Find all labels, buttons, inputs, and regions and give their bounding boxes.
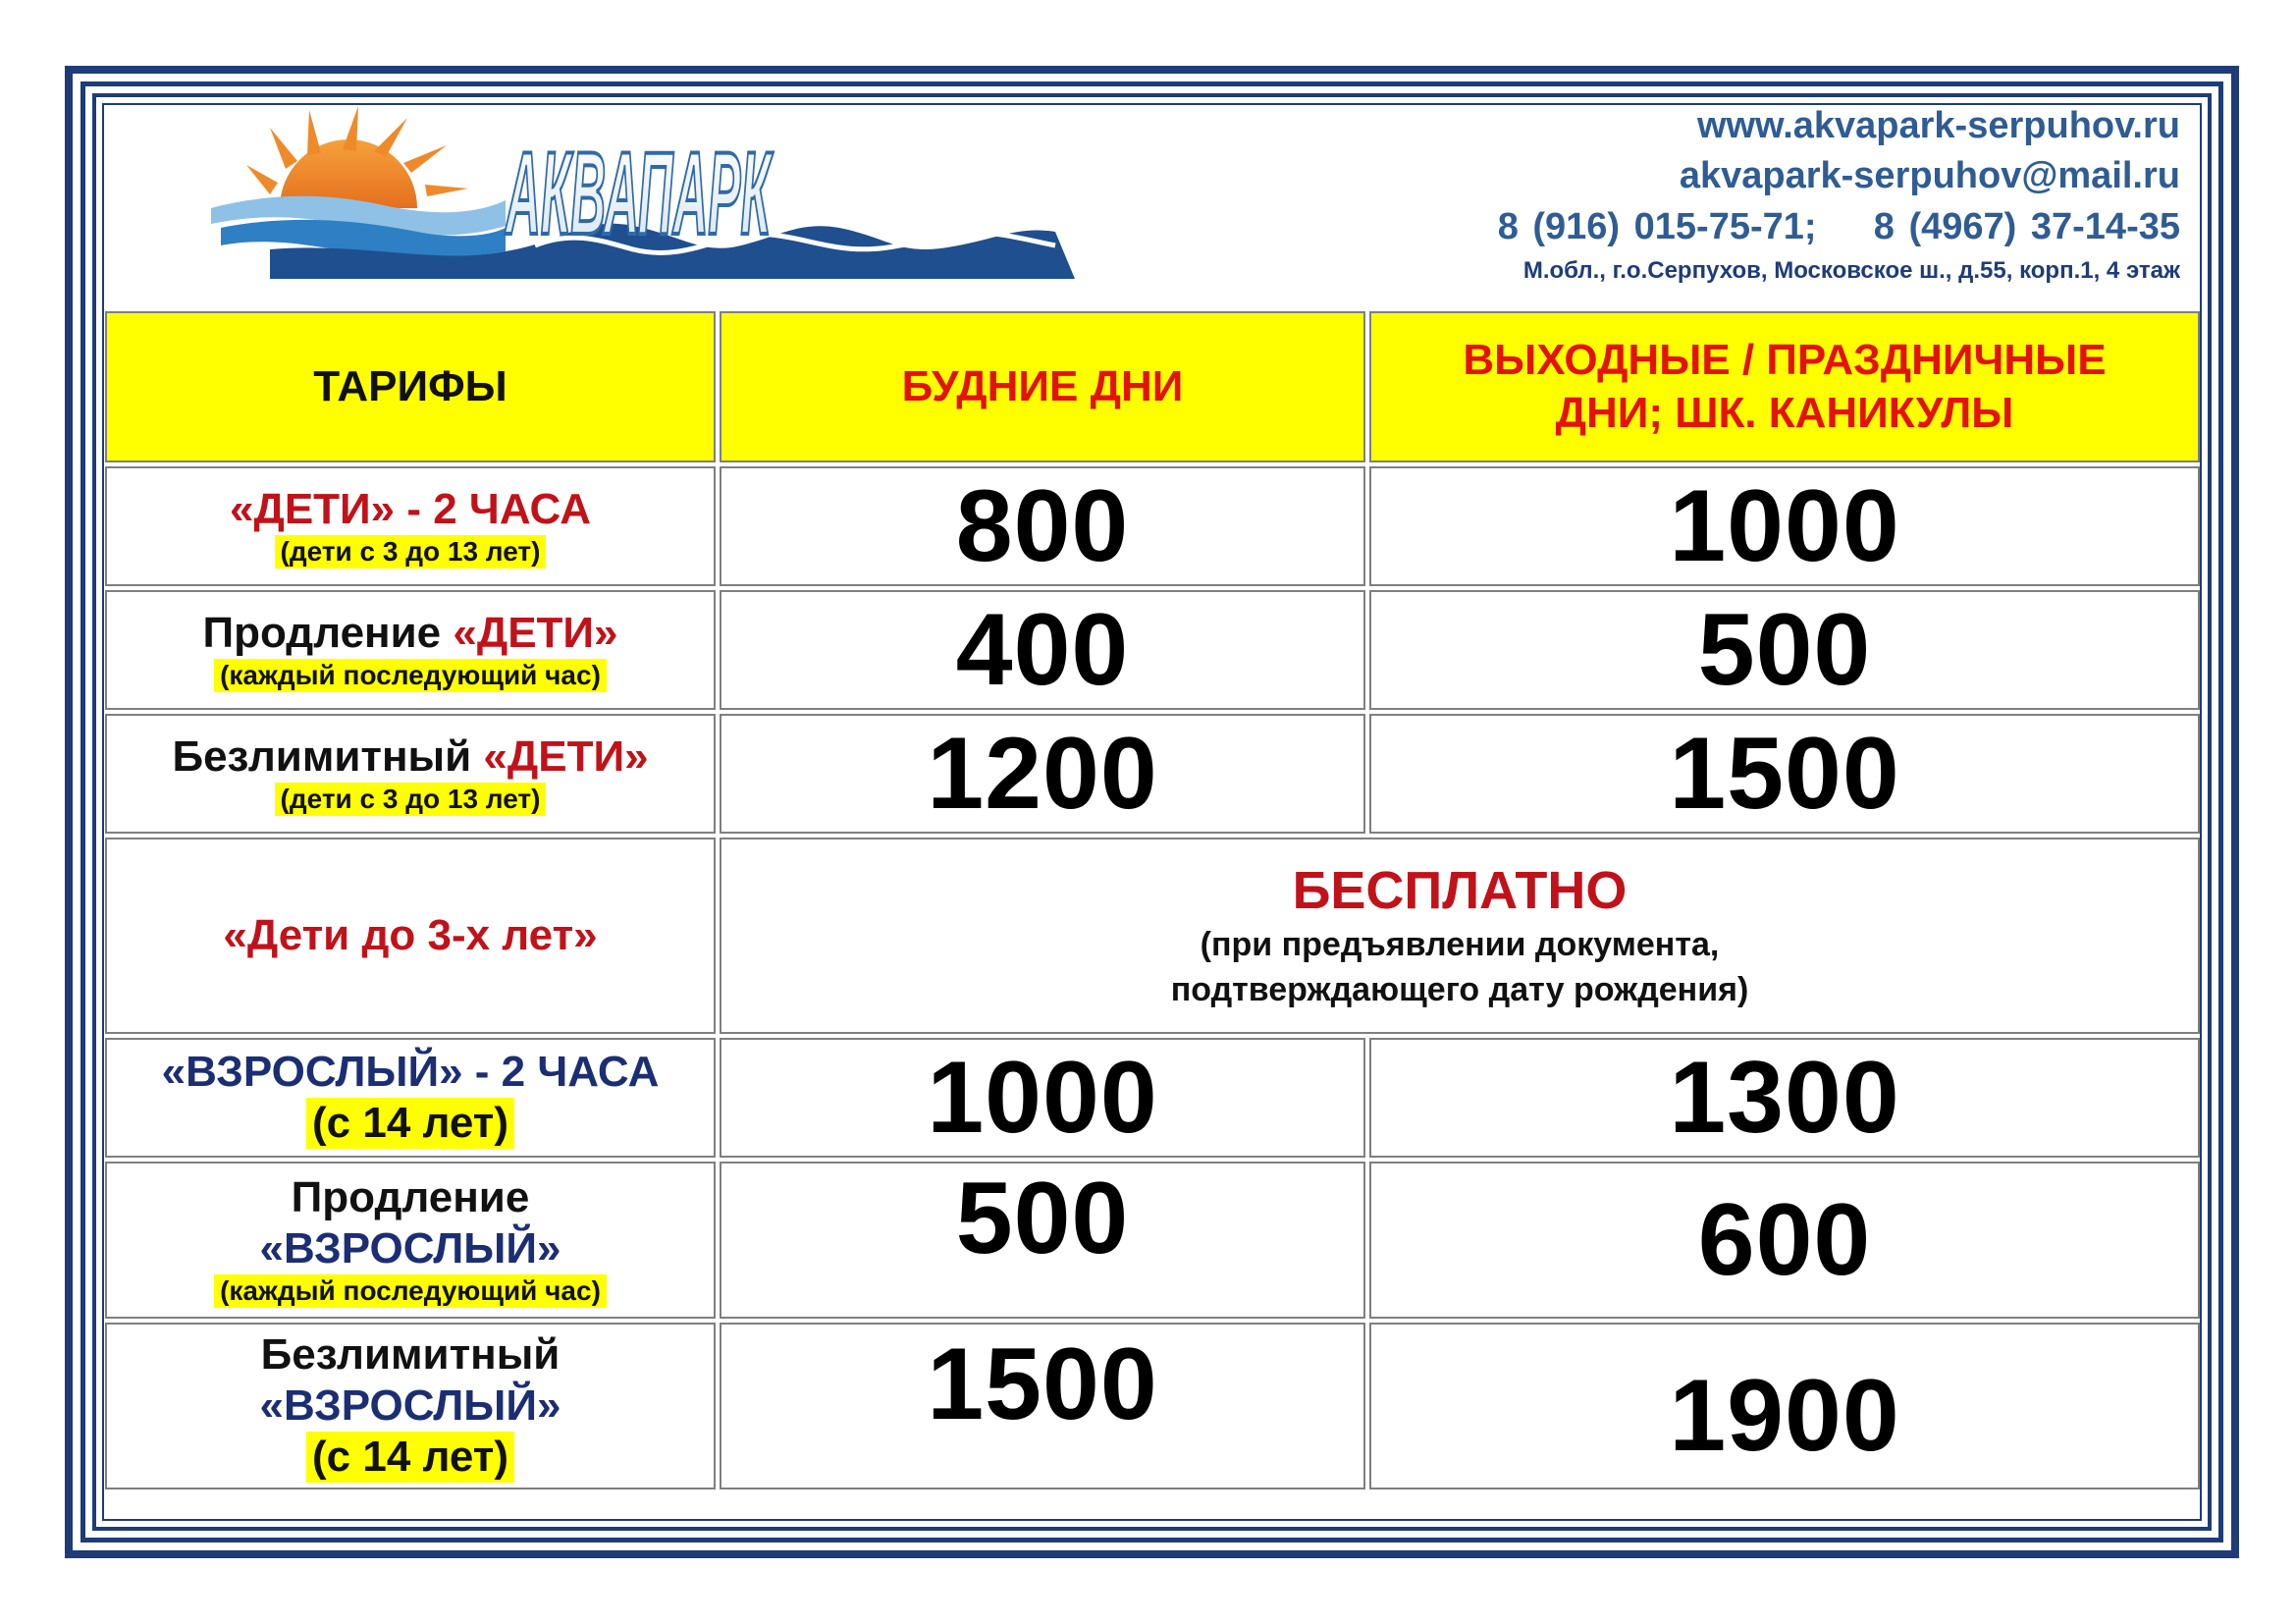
table-row — [105, 1323, 2200, 1489]
table-row — [105, 1038, 2200, 1158]
weekday-price-cell: 500 — [720, 1162, 1365, 1319]
weekday-price-cell: 1500 — [720, 1323, 1365, 1489]
website-link[interactable]: www.akvapark-serpuhov.ru — [1696, 105, 2180, 146]
header-tariffs: ТАРИФЫ — [105, 311, 716, 462]
phone-2[interactable]: 8 (4967) 37-14-35 — [1873, 206, 2180, 247]
email-link[interactable]: akvapark-serpuhov@mail.ru — [1679, 155, 2180, 196]
tariff-name-cell: «ДЕТИ» - 2 ЧАСА (дети с 3 до 13 лет) — [105, 466, 716, 586]
tariff-name-cell: Безлимитный «ВЗРОСЛЫЙ» (с 14 лет) — [105, 1323, 716, 1489]
sun-icon — [246, 106, 468, 208]
table-spacer-row — [105, 1493, 2200, 1513]
logo-letters — [505, 128, 774, 259]
weekday-price-cell: 400 — [720, 590, 1365, 710]
header-weekdays: БУДНИЕ ДНИ — [720, 311, 1365, 462]
table-row — [105, 714, 2200, 834]
phone-1[interactable]: 8 (916) 015-75-71; — [1497, 206, 1817, 247]
weekend-price-cell: 500 — [1369, 590, 2200, 710]
price-table — [101, 307, 2204, 1517]
table-row — [105, 838, 2200, 1034]
weekend-price-cell: 1300 — [1369, 1038, 2200, 1158]
svg-text:АКВАПАРК: АКВАПАРК — [504, 128, 774, 259]
weekend-price-cell: 600 — [1369, 1162, 2200, 1319]
table-row — [105, 466, 2200, 586]
weekday-price-cell: 1200 — [720, 714, 1365, 834]
header-weekend: ВЫХОДНЫЕ / ПРАЗДНИЧНЫЕ ДНИ; ШК. КАНИКУЛЫ — [1369, 311, 2200, 462]
tariff-name-cell: Продление «ДЕТИ» (каждый последующий час) — [105, 590, 716, 710]
weekday-price-cell: 800 — [720, 466, 1365, 586]
tariff-name-cell: Безлимитный «ДЕТИ» (дети с 3 до 13 лет) — [105, 714, 716, 834]
tariff-note: (каждый последующий час) — [214, 659, 607, 692]
tariff-name-cell: Продление «ВЗРОСЛЫЙ» (каждый последующий час) — [105, 1162, 716, 1319]
weekend-price-cell: 1500 — [1369, 714, 2200, 834]
tariff-name-cell: «ВЗРОСЛЫЙ» - 2 ЧАСА (с 14 лет) — [105, 1038, 716, 1158]
tariff-note: (каждый последующий час) — [214, 1274, 607, 1308]
weekday-price-cell: 1000 — [720, 1038, 1365, 1158]
tariff-name-cell: «Дети до 3-х лет» — [105, 838, 716, 1034]
address: М.обл., г.о.Серпухов, Московское ш., д.55, корп.1, 4 этаж — [1522, 257, 2180, 284]
weekend-price-cell: 1000 — [1369, 466, 2200, 586]
akvapark-logo — [211, 98, 1095, 280]
table-row — [105, 590, 2200, 710]
free-price-cell: БЕСПЛАТНО (при предъявлении документа, подтверждающего дату рождения) — [720, 838, 2200, 1034]
weekend-price-cell: 1900 — [1369, 1323, 2200, 1489]
contact-block — [1498, 101, 2180, 290]
tariff-note: (с 14 лет) — [306, 1098, 514, 1149]
phone-numbers — [1498, 201, 2180, 252]
table-header-row — [105, 311, 2200, 462]
tariff-note: (дети с 3 до 13 лет) — [275, 783, 547, 816]
table-row — [105, 1162, 2200, 1319]
tariff-note: (с 14 лет) — [306, 1432, 514, 1483]
tariff-note: (дети с 3 до 13 лет) — [275, 535, 547, 568]
